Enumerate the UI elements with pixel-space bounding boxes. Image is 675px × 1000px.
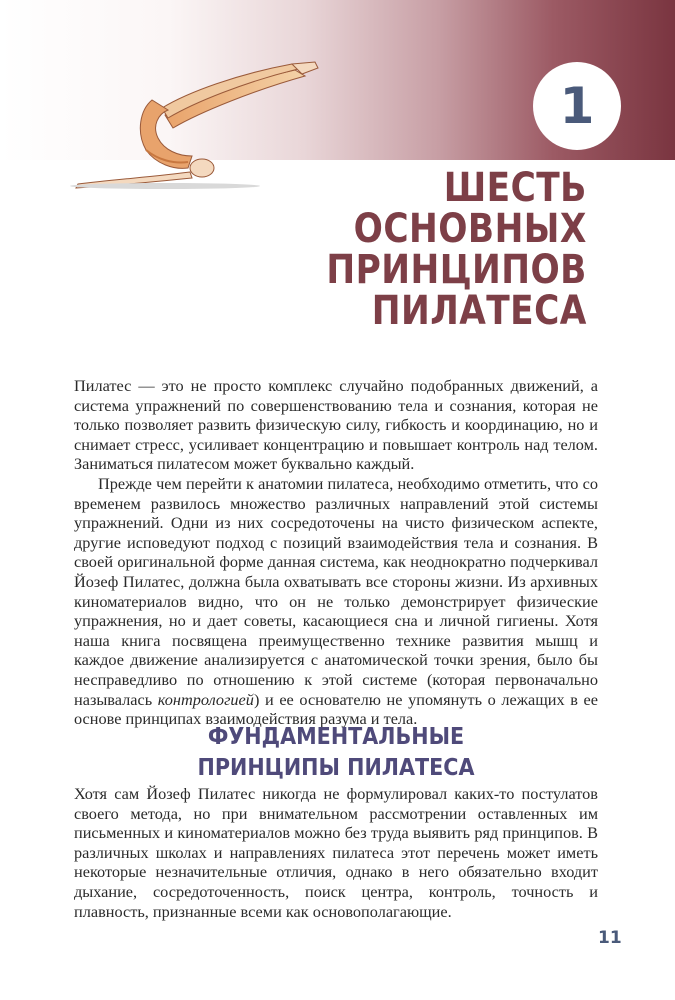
intro-paragraph-text: Прежде чем перейти к анатомии пилатеса, необходимо отметить, что со временем развилось множество различных направлений этой системы упражнений. Одни из них сосредоточены на чисто физическом аспекте, другие исповедуют подход с позиций взаимодействия тела и сознания. В своей оригинальной форме данная система, как неоднократно подчеркивал Йозеф Пилатес, должна была охватывать все стороны жизни. Из архивных киноматериалов видно, что он не только демонстрирует физические упражнения, но и дает советы, касающиеся сна и личной гигиены. Хотя наша книга посвящена преимущественно технике развития мышц и каждое движение анализируется с анатомической точки зрения, было бы несправедливо по отношению к этой системе (которая первоначально называлась — [74, 473, 598, 709]
page-number: 11 — [598, 928, 622, 948]
section-heading-line: ФУНДАМЕНТАЛЬНЫЕ — [207, 724, 465, 750]
section-heading-line: ПРИНЦИПЫ ПИЛАТЕСА — [197, 755, 475, 781]
intro-text — [74, 376, 598, 729]
chapter-title-line: ПИЛАТЕСА — [371, 288, 587, 334]
intro-paragraph — [74, 474, 598, 729]
intro-paragraph: Пилатес — это не просто комплекс случайно подобранных движений, а система упражнений по совершенствованию тела и сознания, которая не только позволяет развить физическую силу, гибкость и координацию, но и снимает стресс, усиливает концентрацию и повышает контроль над телом. Заниматься пилатесом может буквально каждый. — [74, 376, 598, 474]
pilates-figure-illustration — [70, 60, 330, 190]
principles-paragraph: Хотя сам Йозеф Пилатес никогда не формулировал каких-то постулатов своего метода, но при внимательном рассмотрении оставленных им письменных и киноматериалов можно без труда выявить ряд принципов. В различных школах и направлениях пилатеса этот перечень может иметь некоторые незначительные отличия, однако в него обязательно входит дыхание, сосредоточенность, поиск центра, контроль, точность и плавность, признанные всеми как основополагающие. — [74, 784, 598, 921]
chapter-title-line: ПРИНЦИПОВ — [326, 247, 587, 293]
section-heading — [100, 722, 572, 784]
chapter-number: 1 — [559, 77, 595, 135]
chapter-number-badge — [533, 62, 621, 150]
intro-paragraph-tail: ) и ее основателю не упомянуть о лежащих в ее основе принципах взаимодействия разума и тела. — [74, 689, 598, 729]
chapter-title — [326, 165, 587, 334]
intro-italic-term: контрологией — [157, 689, 254, 709]
chapter-title-line: ОСНОВНЫХ — [353, 206, 587, 252]
chapter-title-line: ШЕСТЬ — [443, 165, 587, 211]
principles-text — [74, 784, 598, 921]
